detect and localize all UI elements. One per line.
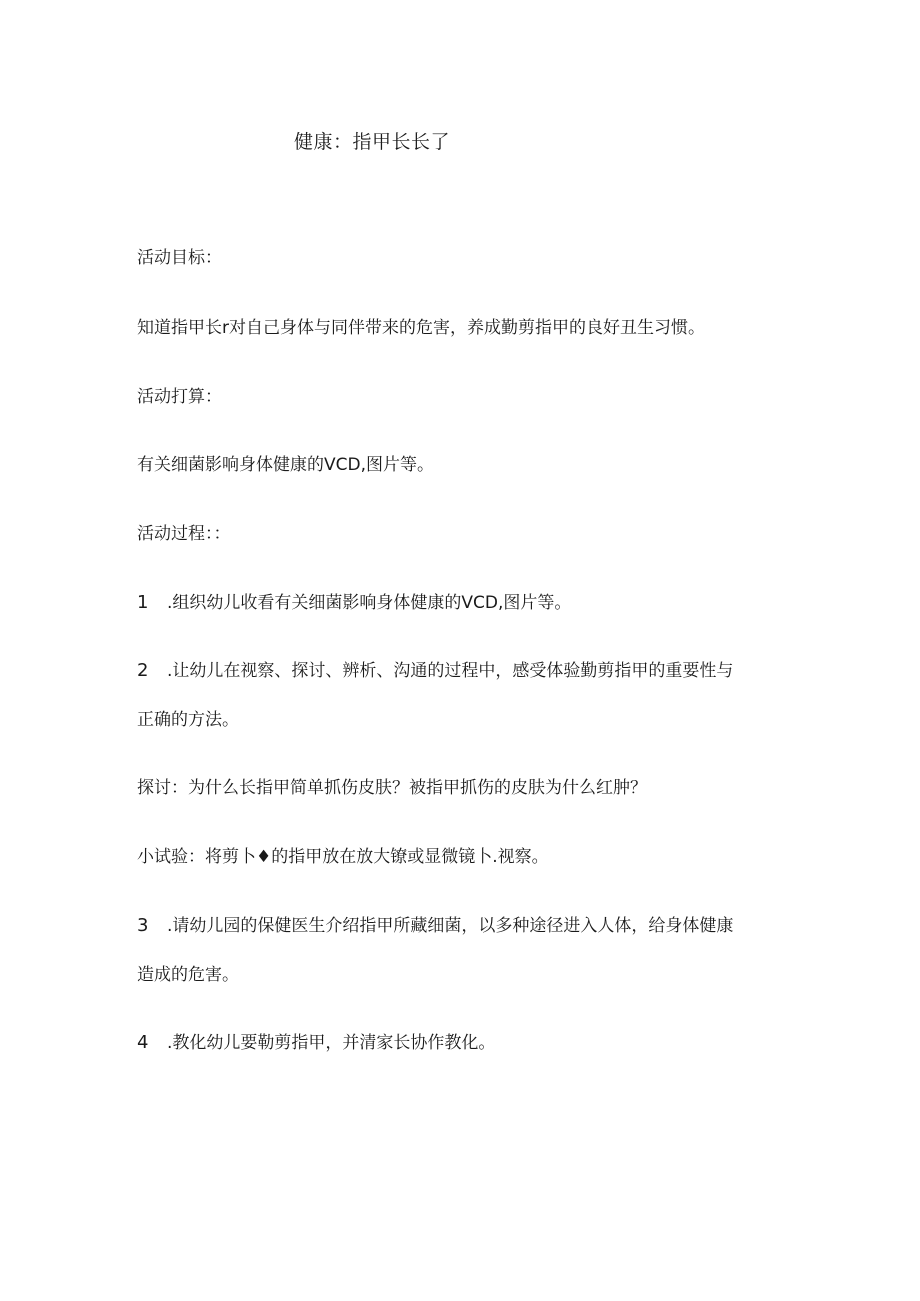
process-heading: 活动过程：： — [137, 524, 231, 544]
goal-text: 知道指甲长r对自己身体与同伴带来的危害，养成勤剪指甲的良好丑生习惯。 — [137, 318, 705, 338]
goal-heading: 活动目标： — [137, 248, 222, 268]
step-text: .请幼儿园的保健医生介绍指甲所藏细菌，以多种途径进入人体，给身体健康 — [167, 916, 734, 936]
step-number: 4 — [137, 1032, 149, 1053]
discussion-text: 探讨：为什么长指甲简单抓伤皮肤？被指甲抓伤的皮肤为什么红肿？ — [137, 778, 647, 798]
prep-text: 有关细菌影响身体健康的VCD,图片等。 — [137, 455, 434, 475]
document-title: 健康：指甲长长了 — [294, 131, 451, 153]
step-1 — [137, 590, 571, 616]
step-text: .组织幼儿收看有关细菌影响身体健康的VCD,图片等。 — [167, 593, 572, 613]
step-4 — [137, 1030, 495, 1056]
step-number: 1 — [137, 592, 149, 613]
step-2-continuation: 正确的方法。 — [137, 710, 239, 730]
step-text: .教化幼儿要勒剪指甲，并清家长协作教化。 — [167, 1033, 496, 1053]
step-2 — [137, 658, 733, 684]
prep-heading: 活动打算： — [137, 387, 222, 407]
step-text: .让幼儿在视察、探讨、辨析、沟通的过程中，感受体验勤剪指甲的重要性与 — [167, 661, 734, 681]
step-3 — [137, 913, 733, 939]
experiment-text: 小试验：将剪卜♦的指甲放在放大镣或显微镜卜.视察。 — [137, 847, 549, 867]
step-number: 2 — [137, 660, 149, 681]
step-3-continuation: 造成的危害。 — [137, 965, 239, 985]
step-number: 3 — [137, 915, 149, 936]
